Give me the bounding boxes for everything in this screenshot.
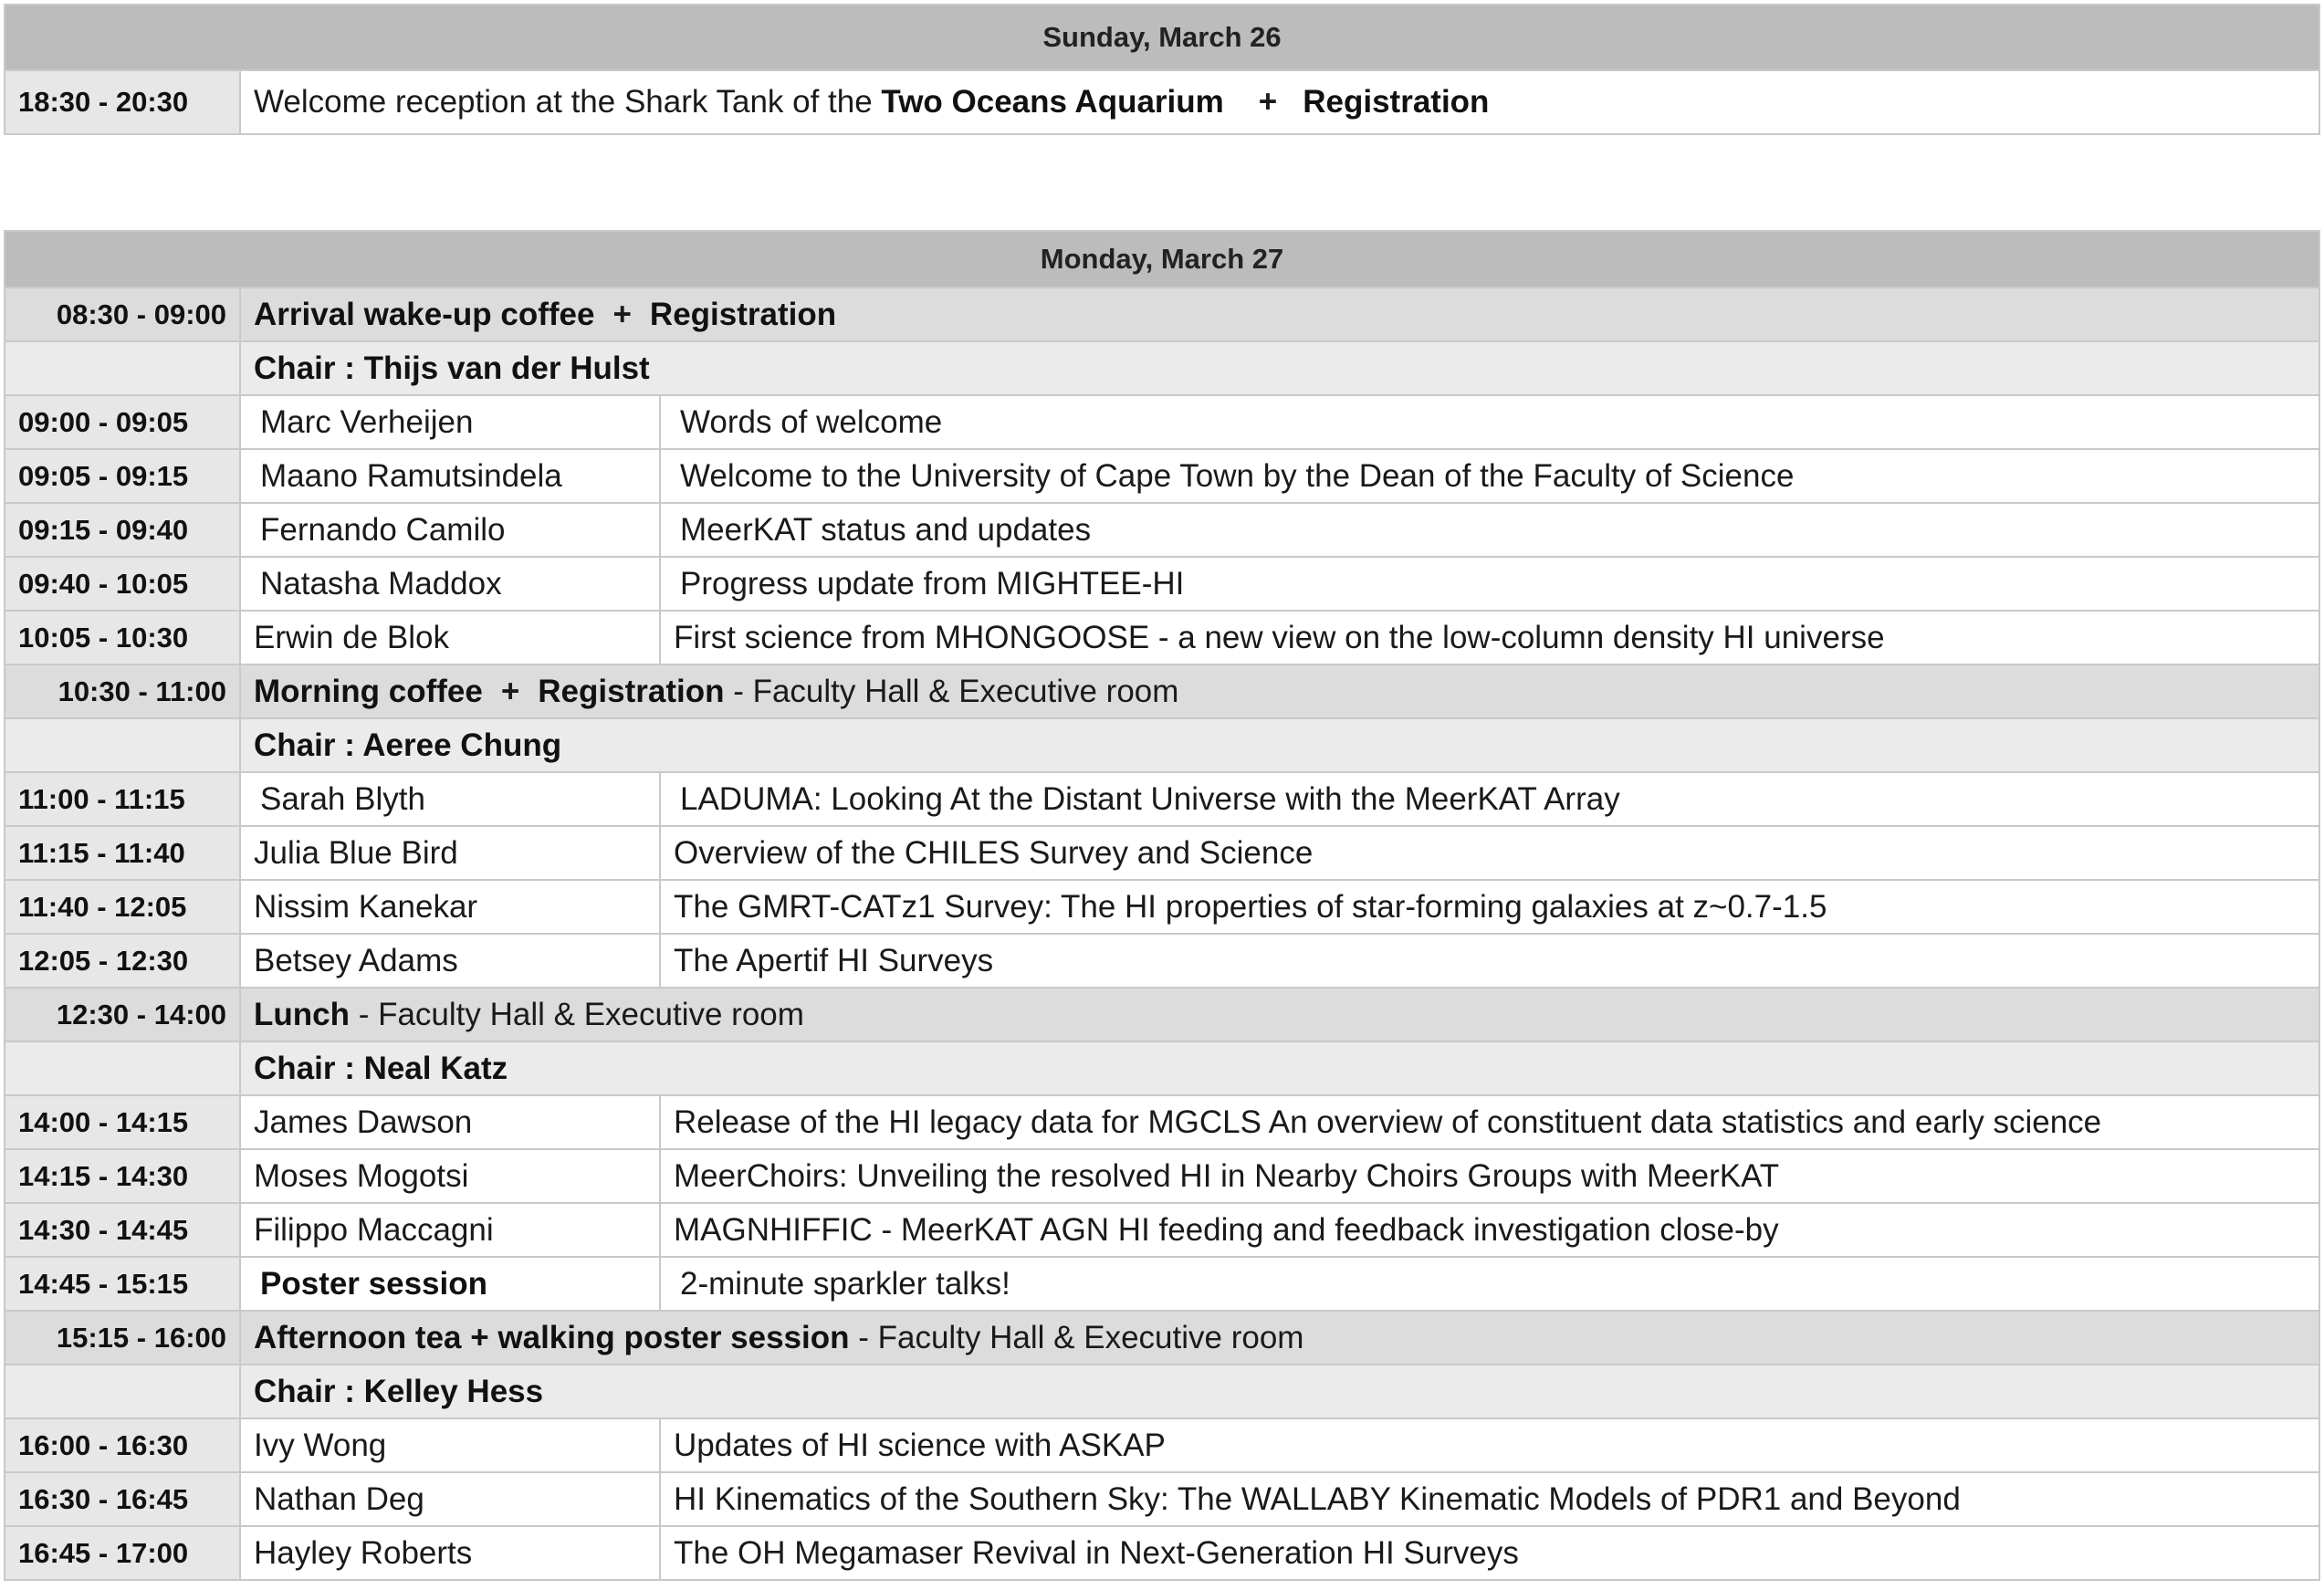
time-slot: 10:05 - 10:30 bbox=[5, 611, 240, 664]
registration-label: Registration bbox=[538, 673, 725, 709]
talk-title: The OH Megamaser Revival in Next-Generation HI Surveys bbox=[660, 1526, 2319, 1580]
break-location: - Faculty Hall & Executive room bbox=[349, 996, 804, 1032]
talk-row bbox=[5, 1472, 2319, 1526]
poster-session-label: Poster session bbox=[240, 1257, 660, 1311]
talk-row bbox=[5, 826, 2319, 880]
registration-label: Registration bbox=[649, 296, 837, 332]
time-slot: 18:30 - 20:30 bbox=[5, 70, 240, 134]
talk-row bbox=[5, 503, 2319, 557]
time-slot: 16:45 - 17:00 bbox=[5, 1526, 240, 1580]
plus-sign: + bbox=[500, 673, 520, 709]
poster-session-title: 2-minute sparkler talks! bbox=[660, 1257, 2319, 1311]
talk-title: Release of the HI legacy data for MGCLS An overview of constituent data statistics and early science bbox=[660, 1095, 2319, 1149]
chair-row bbox=[5, 341, 2319, 395]
speaker-name: Natasha Maddox bbox=[240, 557, 660, 611]
talk-title: First science from MHONGOOSE - a new view on the low-column density HI universe bbox=[660, 611, 2319, 664]
speaker-name: Hayley Roberts bbox=[240, 1526, 660, 1580]
time-slot: 10:30 - 11:00 bbox=[5, 664, 240, 718]
speaker-name: Fernando Camilo bbox=[240, 503, 660, 557]
talk-title: MeerChoirs: Unveiling the resolved HI in Nearby Choirs Groups with MeerKAT bbox=[660, 1149, 2319, 1203]
talk-title: Updates of HI science with ASKAP bbox=[660, 1418, 2319, 1472]
day-header: Monday, March 27 bbox=[5, 231, 2319, 288]
break-label: Lunch bbox=[254, 996, 350, 1032]
talk-title: Words of welcome bbox=[660, 395, 2319, 449]
time-slot: 11:00 - 11:15 bbox=[5, 772, 240, 826]
speaker-name: Erwin de Blok bbox=[240, 611, 660, 664]
talk-row bbox=[5, 611, 2319, 664]
break-label: Morning coffee bbox=[254, 673, 483, 709]
talk-title: MAGNHIFFIC - MeerKAT AGN HI feeding and feedback investigation close-by bbox=[660, 1203, 2319, 1257]
event-text: Welcome reception at the Shark Tank of the bbox=[254, 84, 882, 120]
time-slot: 14:15 - 14:30 bbox=[5, 1149, 240, 1203]
plus-sign: + bbox=[1258, 84, 1278, 120]
talk-title: The Apertif HI Surveys bbox=[660, 934, 2319, 988]
break-location: - Faculty Hall & Executive room bbox=[849, 1319, 1304, 1355]
break-row bbox=[5, 664, 2319, 718]
session-chair: Chair : Neal Katz bbox=[240, 1041, 2319, 1095]
talk-row bbox=[5, 557, 2319, 611]
speaker-name: Nissim Kanekar bbox=[240, 880, 660, 934]
talk-row bbox=[5, 880, 2319, 934]
break-row bbox=[5, 988, 2319, 1041]
speaker-name: Filippo Maccagni bbox=[240, 1203, 660, 1257]
speaker-name: Moses Mogotsi bbox=[240, 1149, 660, 1203]
time-slot: 16:00 - 16:30 bbox=[5, 1418, 240, 1472]
time-slot: 12:05 - 12:30 bbox=[5, 934, 240, 988]
speaker-name: Sarah Blyth bbox=[240, 772, 660, 826]
break-label: Arrival wake-up coffee bbox=[254, 296, 595, 332]
time-slot: 14:45 - 15:15 bbox=[5, 1257, 240, 1311]
plus-sign: + bbox=[612, 296, 632, 332]
time-slot: 16:30 - 16:45 bbox=[5, 1472, 240, 1526]
talk-title: LADUMA: Looking At the Distant Universe with the MeerKAT Array bbox=[660, 772, 2319, 826]
talk-row bbox=[5, 1418, 2319, 1472]
speaker-name: Marc Verheijen bbox=[240, 395, 660, 449]
chair-row bbox=[5, 718, 2319, 772]
talk-row bbox=[5, 1149, 2319, 1203]
day-header: Sunday, March 26 bbox=[5, 5, 2319, 70]
talk-row bbox=[5, 1095, 2319, 1149]
time-slot: 08:30 - 09:00 bbox=[5, 288, 240, 341]
break-location: - Faculty Hall & Executive room bbox=[724, 673, 1179, 709]
sunday-schedule-table bbox=[4, 4, 2320, 135]
monday-schedule-table bbox=[4, 230, 2320, 1581]
registration-label: Registration bbox=[1303, 84, 1490, 120]
break-row bbox=[5, 288, 2319, 341]
session-chair: Chair : Kelley Hess bbox=[240, 1365, 2319, 1418]
speaker-name: Julia Blue Bird bbox=[240, 826, 660, 880]
break-description bbox=[240, 664, 2319, 718]
speaker-name: Nathan Deg bbox=[240, 1472, 660, 1526]
break-description bbox=[240, 1311, 2319, 1365]
time-slot: 14:00 - 14:15 bbox=[5, 1095, 240, 1149]
event-description bbox=[240, 70, 2319, 134]
break-description bbox=[240, 988, 2319, 1041]
talk-title: MeerKAT status and updates bbox=[660, 503, 2319, 557]
break-row bbox=[5, 1311, 2319, 1365]
break-description bbox=[240, 288, 2319, 341]
session-chair: Chair : Aeree Chung bbox=[240, 718, 2319, 772]
session-chair: Chair : Thijs van der Hulst bbox=[240, 341, 2319, 395]
break-label: Afternoon tea + walking poster session bbox=[254, 1319, 850, 1355]
talk-title: Overview of the CHILES Survey and Science bbox=[660, 826, 2319, 880]
talk-row bbox=[5, 449, 2319, 503]
talk-title: The GMRT-CATz1 Survey: The HI properties of star-forming galaxies at z~0.7-1.5 bbox=[660, 880, 2319, 934]
talk-title: HI Kinematics of the Southern Sky: The WALLABY Kinematic Models of PDR1 and Beyond bbox=[660, 1472, 2319, 1526]
talk-row bbox=[5, 1203, 2319, 1257]
speaker-name: Betsey Adams bbox=[240, 934, 660, 988]
chair-row bbox=[5, 1041, 2319, 1095]
event-venue: Two Oceans Aquarium bbox=[881, 84, 1224, 120]
talk-row bbox=[5, 934, 2319, 988]
talk-row bbox=[5, 1526, 2319, 1580]
talk-title: Welcome to the University of Cape Town by the Dean of the Faculty of Science bbox=[660, 449, 2319, 503]
time-slot: 12:30 - 14:00 bbox=[5, 988, 240, 1041]
time-slot: 09:00 - 09:05 bbox=[5, 395, 240, 449]
chair-row bbox=[5, 1365, 2319, 1418]
poster-row bbox=[5, 1257, 2319, 1311]
time-slot: 15:15 - 16:00 bbox=[5, 1311, 240, 1365]
speaker-name: Maano Ramutsindela bbox=[240, 449, 660, 503]
talk-row bbox=[5, 772, 2319, 826]
talk-row bbox=[5, 395, 2319, 449]
speaker-name: Ivy Wong bbox=[240, 1418, 660, 1472]
talk-title: Progress update from MIGHTEE-HI bbox=[660, 557, 2319, 611]
time-slot: 09:40 - 10:05 bbox=[5, 557, 240, 611]
time-slot: 09:05 - 09:15 bbox=[5, 449, 240, 503]
time-slot: 11:15 - 11:40 bbox=[5, 826, 240, 880]
time-slot: 11:40 - 12:05 bbox=[5, 880, 240, 934]
time-slot: 09:15 - 09:40 bbox=[5, 503, 240, 557]
speaker-name: James Dawson bbox=[240, 1095, 660, 1149]
schedule-row bbox=[5, 70, 2319, 134]
time-slot: 14:30 - 14:45 bbox=[5, 1203, 240, 1257]
